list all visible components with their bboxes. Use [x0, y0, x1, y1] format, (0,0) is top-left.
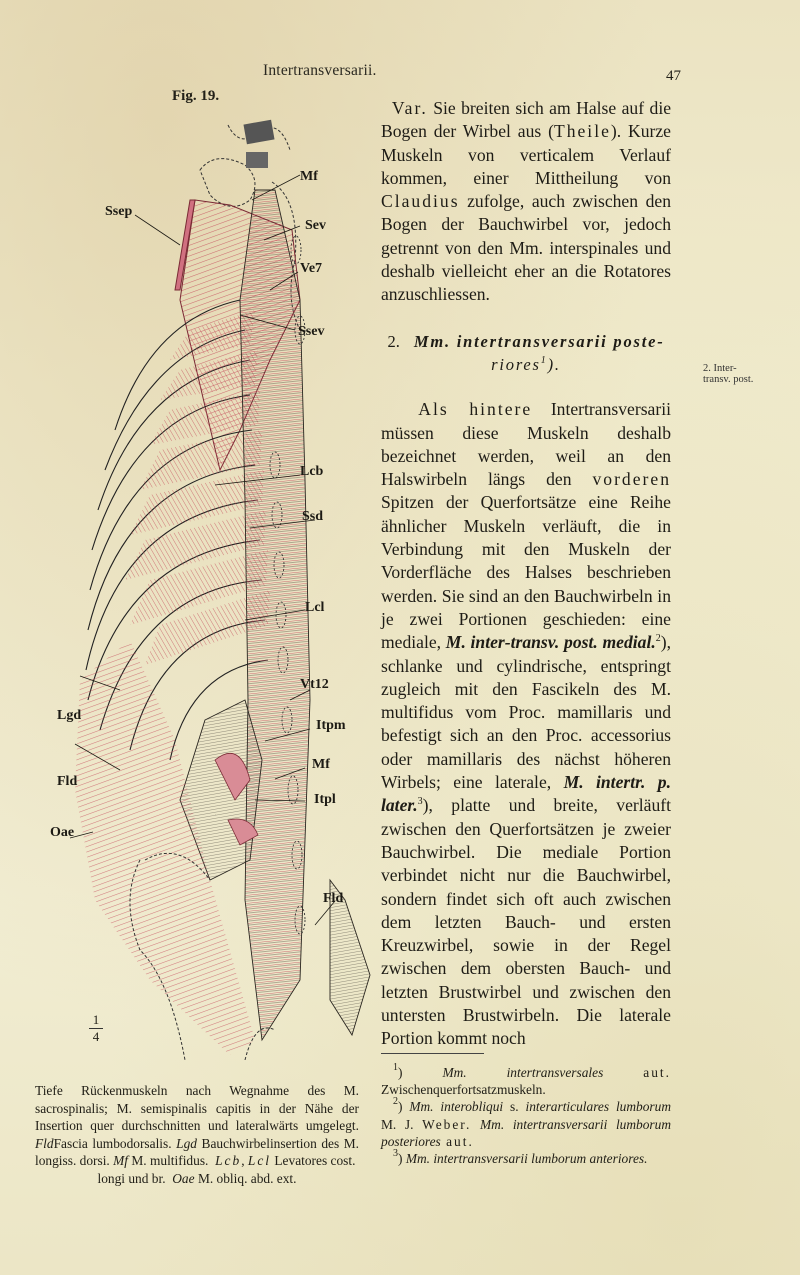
figure-caption	[35, 1082, 359, 1187]
main-text-2: Spitzen der Querfortsätze eine Reihe ähnlicher Muskeln verläuft, die in Verbindung mit den Muskeln der Vorderfläche des Halses beschrieben werden. Sie sind an den Bauchwirbeln in je zwei Portionen geschieden: eine mediale,	[381, 492, 671, 653]
figure-label-mf-upper: Mf	[300, 169, 318, 184]
footnote-mark: 3	[393, 1148, 398, 1160]
body-text-column	[381, 97, 671, 1051]
footnote-1: $^1$) Mm. intertransversales aut. Zwischenquerfortsatzmuskeln.	[381, 1062, 671, 1098]
figure-label-vt12: Vt12	[300, 677, 329, 692]
section-title-line1: Mm. intertransversarii poste-	[413, 331, 665, 351]
figure-label-fld-right: Fld	[323, 891, 344, 906]
footnote-ref-1[interactable]: 1	[540, 354, 548, 366]
var-paragraph	[381, 97, 671, 307]
figure-label-ssd: Ssd	[302, 509, 324, 524]
figure-label-fld-left: Fld	[57, 774, 78, 789]
footnote-2-term: Mm. interobliqui	[409, 1099, 504, 1115]
footnote-1-term: Mm. intertransversales	[442, 1065, 604, 1080]
footnote-2-text-b: M. J.	[381, 1116, 423, 1132]
figure-label-ssep: Ssep	[105, 204, 133, 219]
var-text-3: zufolge, auch zwischen den Bogen der Bauchwirbel vor, jedoch getrennt von den Mm. interspinales und deshalb vielleicht eher an die Rotatores anzuschliessen.	[381, 191, 671, 305]
term-medial: M. inter-transv. post. medial.	[445, 632, 656, 653]
main-text-3: ), schlanke und cylindrische, entspringt zugleich mit den Fascikeln des M. multifidus vom Proc. mamillaris und befestigt sich an den Proc. accessorius oder mamillaris des nächst höheren Wirbels; eine laterale,	[381, 632, 671, 793]
figure-label-lcb: Lcb	[300, 464, 324, 479]
figure-label-sev: Sev	[305, 218, 326, 233]
footnote-2-text-a: s.	[503, 1099, 526, 1115]
scale-numerator: 1	[92, 1012, 100, 1027]
footnote-2: $^2$) Mm. interobliqui s. interarticulares lumborum M. J. Weber. Mm. intertransversarii lumborum posteriores aut.	[381, 1096, 672, 1149]
margin-note-line2: transv. post.	[703, 374, 754, 385]
spacer	[381, 376, 671, 398]
section-number: 2.	[387, 331, 400, 351]
footnote-2-term2: interarticulares lumborum	[525, 1099, 671, 1115]
caption-lc-text: Levatores cost.	[274, 1153, 356, 1168]
figure-label-lcl: Lcl	[305, 600, 325, 615]
figure-label-oae: Oae	[50, 825, 75, 840]
caption-abbr-lcl: Lcl	[247, 1153, 272, 1168]
footnote-divider	[381, 1053, 484, 1054]
caption-lgd-text: Bauchwirbelinsertion des M. longiss. dorsi.	[35, 1135, 359, 1168]
var-lead: Var.	[391, 98, 428, 118]
footnote-2-author: Weber.	[422, 1116, 472, 1132]
footnote-1-aut: aut.	[643, 1065, 671, 1080]
figure-label: Fig. 19.	[172, 88, 220, 104]
var-text-1: Sie breiten sich am Halse auf die Bogen der Wirbel aus (	[381, 98, 672, 142]
caption-abbr-lgd: Lgd	[176, 1135, 197, 1151]
running-head: Intertransversarii.	[263, 62, 377, 79]
footnote-ref-2[interactable]: 2	[655, 633, 661, 645]
var-text-2: ). Kurze Muskeln von verticalem Verlauf kommen, einer Mittheilung von	[381, 121, 671, 188]
footnote-3-term: Mm. intertransversarii lumborum anteriores.	[405, 1151, 648, 1167]
footnote-1-text: Zwischenquerfortsatzmuskeln.	[381, 1082, 546, 1098]
caption-text: Tiefe Rückenmuskeln nach Wegnahme des M. sacrospinalis; M. semispinalis capitis in der Nähe der Insertion quer durchschnitten und lateralwärts umgelegt. FldFascia lumbodorsalis. Lgd Bauchwirbelinsertion des M. longiss. dorsi. Mf M. multifidus. Lcb, Lcl Levatores cost.	[35, 1083, 359, 1168]
figure-label-lgd: Lgd	[57, 708, 82, 723]
caption-lc-text2: longi und br.	[97, 1170, 166, 1186]
footnote-2-term3: Mm. intertransversarii lumborum posteriores	[381, 1116, 672, 1149]
anatomical-illustration	[60, 100, 380, 1060]
caption-mf-text: M. multifidus.	[131, 1153, 209, 1168]
author-claudius: Claudius	[381, 191, 460, 212]
caption-abbr-fld: Fld	[35, 1135, 54, 1151]
margin-note	[703, 363, 798, 385]
figure-label-mf-lower: Mf	[312, 757, 330, 772]
page-number: 47	[666, 68, 681, 84]
figure-label-ve7: Ve7	[300, 261, 323, 276]
footnote-3: $^3$) Mm. intertransversarii lumborum anteriores.	[393, 1148, 648, 1167]
footnote-mark: 2	[393, 1096, 398, 1108]
caption-abbr-mf: Mf	[113, 1153, 129, 1168]
caption-intro: Tiefe Rückenmuskeln nach Wegnahme des M. sacrospinalis; M. semispinalis capitis in der Nähe der Insertion quer durchschnitten und lateralwärts umgelegt.	[35, 1083, 359, 1133]
caption-abbr-oae: Oae	[172, 1170, 195, 1186]
figure-label-ssev: Ssev	[298, 324, 325, 339]
main-spaced-vorderen: vorderen	[592, 469, 671, 490]
margin-note-line1: 2. Inter-	[703, 363, 737, 374]
section-title-line2: riores	[491, 354, 541, 374]
section-title-close: ).	[547, 354, 561, 374]
footnotes	[381, 1064, 671, 1167]
author-theile: Theile	[553, 121, 611, 142]
section-heading	[381, 330, 671, 353]
main-text-4: ), platte und breite, verläuft zwischen den Querfortsätzen je zweier Bauchwirbel. Die mediale Portion verbindet nicht nur die Bauchwirbel, sondern findet sich oft auch zwischen dem letzten Bauch- und ersten Kreuzwirbel, sowie in der Regel zwischen dem obersten Bauch- und letzten Brustwirbel und zwischen den untersten Brustwirbeln. Die laterale Portion kommt noch	[381, 795, 671, 1049]
figure-label-itpl: Itpl	[314, 792, 336, 807]
scale-denominator: 4	[92, 1029, 100, 1044]
footnote-2-aut: aut.	[440, 1133, 474, 1149]
caption-abbr-lcb: Lcb	[215, 1153, 242, 1168]
main-lead: Als hintere	[418, 399, 533, 420]
main-text-1: Intertransversarii müssen diese Muskeln deshalb bezeichnet werden, weil an den Halswirbeln längs den	[381, 399, 671, 490]
figure-label-itpm: Itpm	[316, 718, 346, 733]
caption-fld-text: Fascia lumbodorsalis.	[53, 1135, 172, 1151]
section-heading-line2	[381, 353, 671, 376]
footnote-ref-3[interactable]: 3	[417, 796, 423, 808]
term-lateral: M. intertr. p. later.	[381, 772, 671, 816]
footnote-mark: 1	[393, 1062, 398, 1073]
main-paragraph	[381, 398, 671, 1050]
scale-fraction	[89, 1013, 103, 1044]
caption-last-line	[35, 1170, 359, 1188]
caption-oae-text: M. obliq. abd. ext.	[197, 1170, 297, 1186]
